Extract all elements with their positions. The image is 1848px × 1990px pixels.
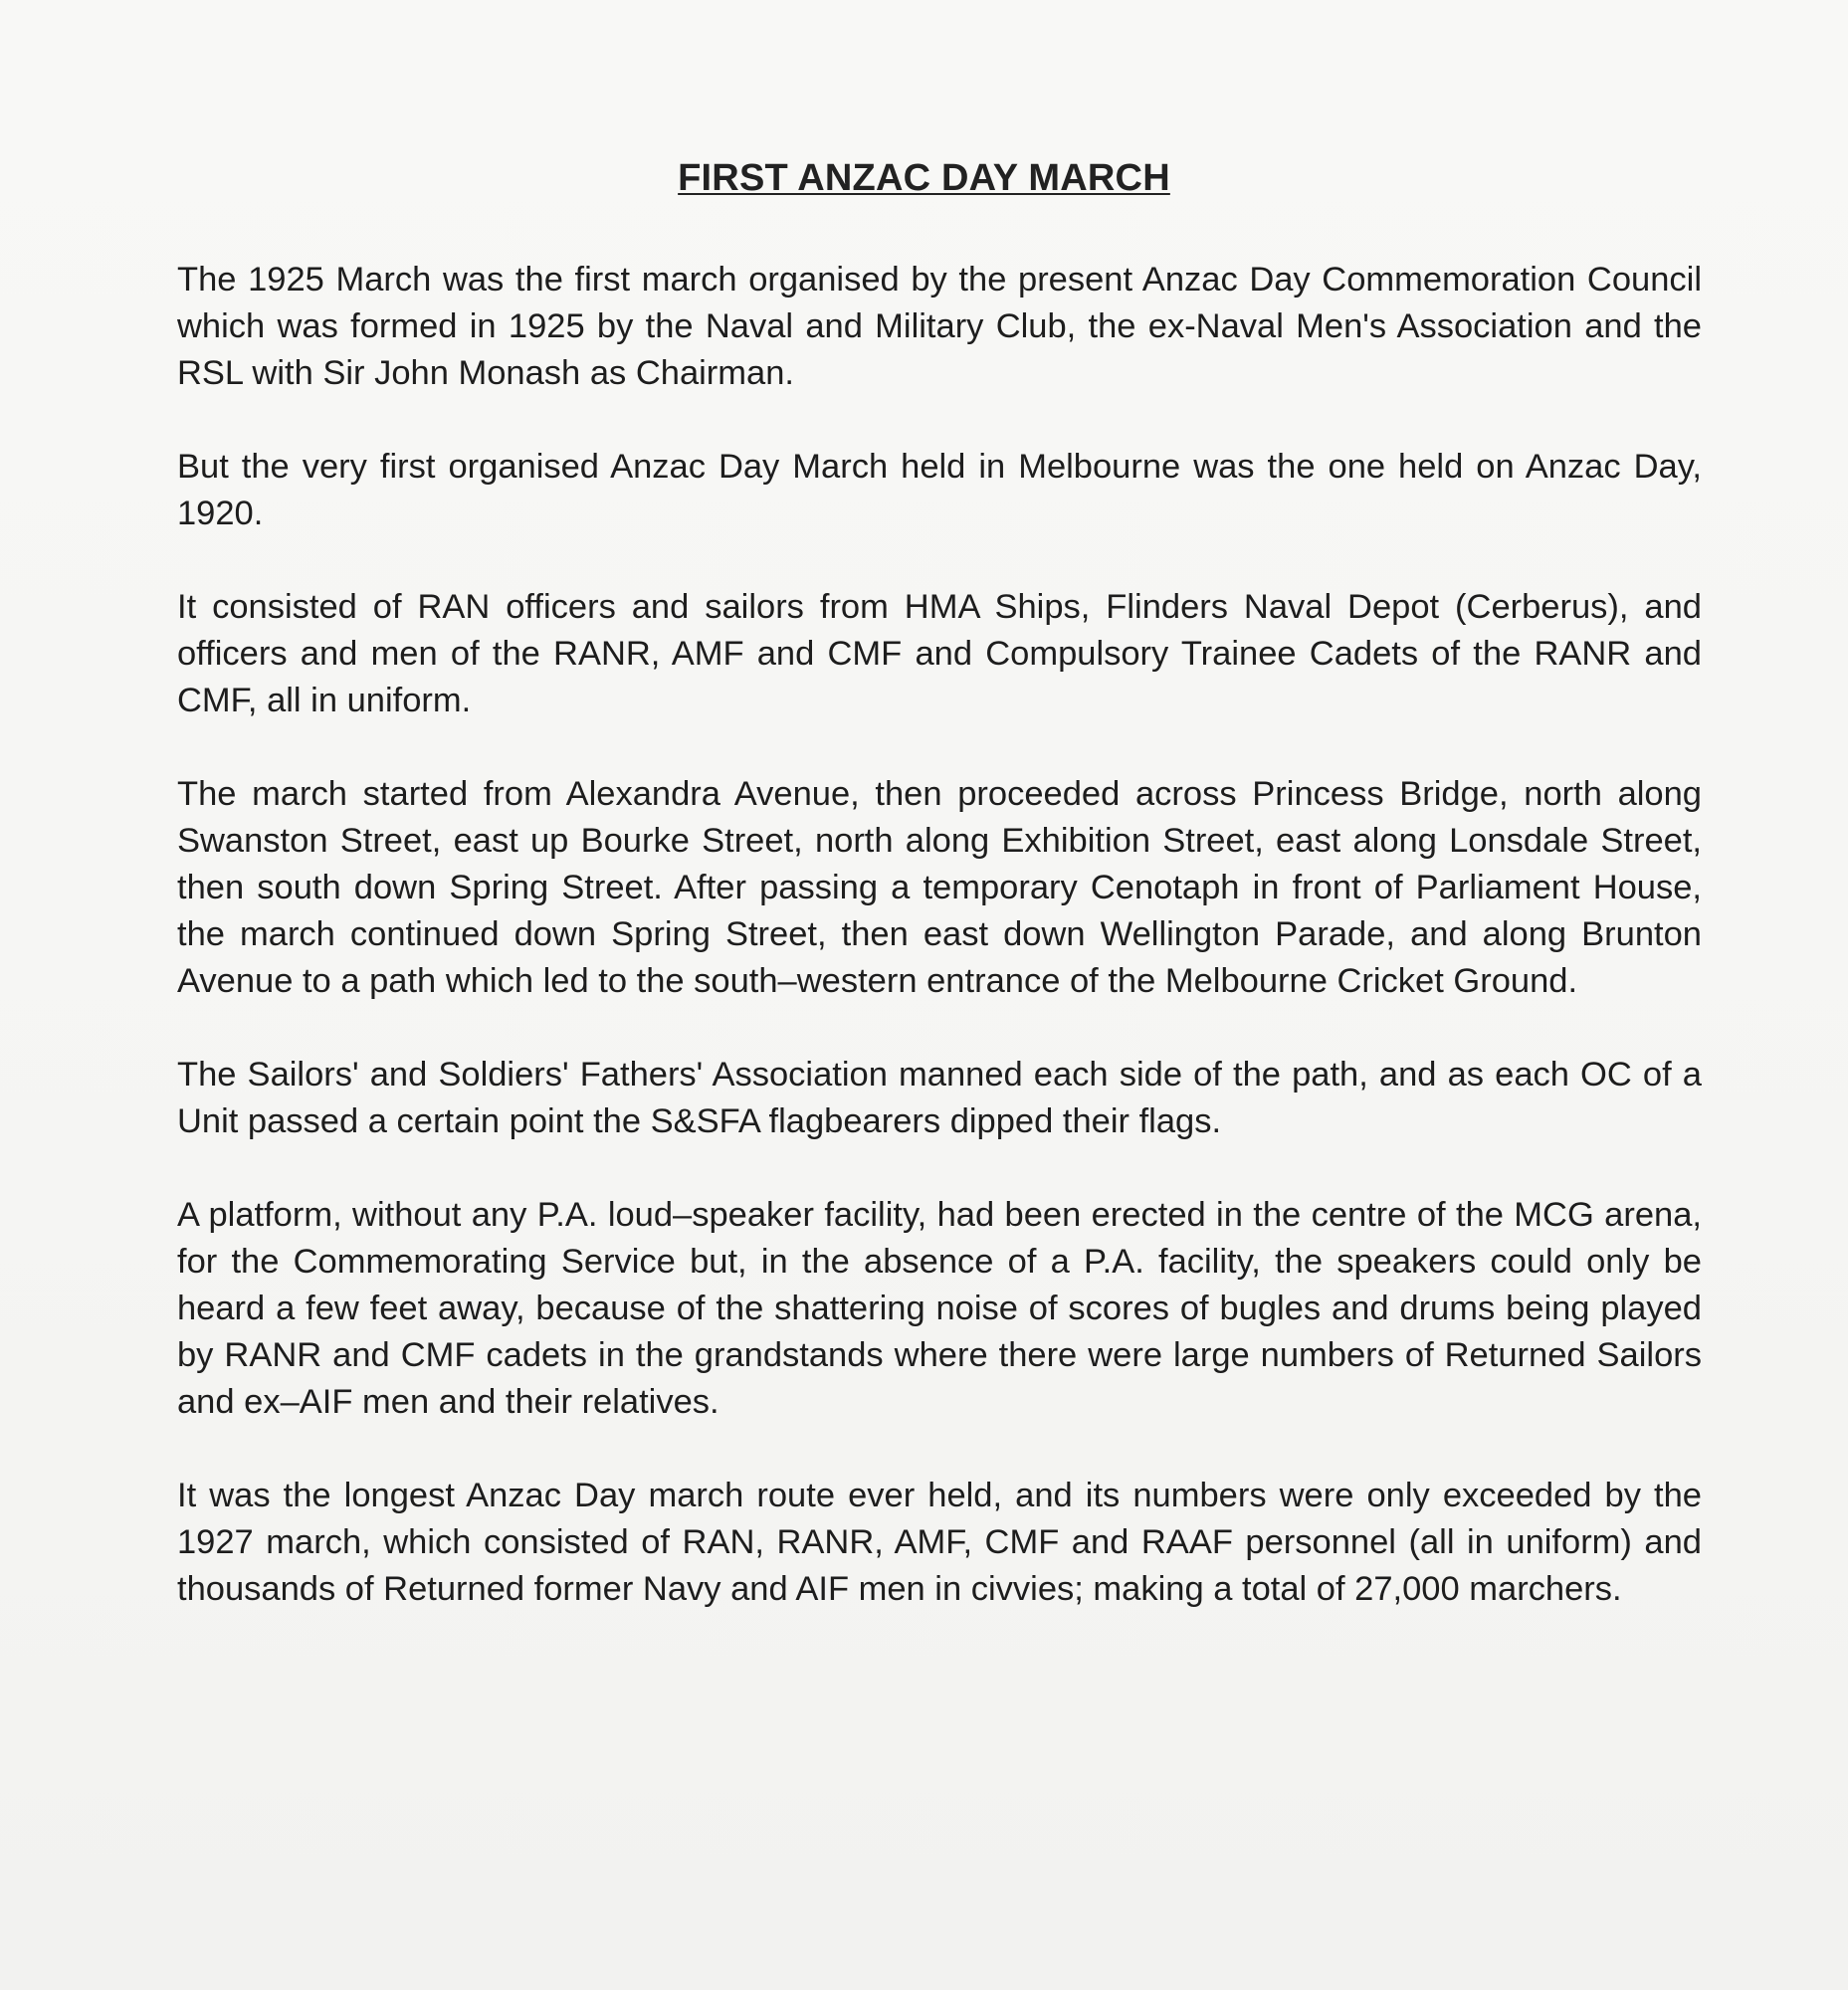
paragraph-march-route: The march started from Alexandra Avenue, then proceeded across Princess Bridge, north along Swanston Street, east up Bourke Street, north along Exhibition Street, east along Lonsdale Street, then south down Spring Street. After passing a temporary Cenotaph in front of Parliament House, the march continued down Spring Street, then east down Wellington Parade, and along Brunton Avenue to a path which led to the south–western entrance of the Melbourne Cricket Ground.: [177, 775, 1702, 1000]
paragraph-longest-march: It was the longest Anzac Day march route ever held, and its numbers were only exceeded by the 1927 march, which consisted of RAN, RANR, AMF, CMF and RAAF personnel (all in uniform) and thousands of Returned former Navy and AIF men in civvies; making a total of 27,000 marchers.: [177, 1477, 1702, 1608]
paragraph-participants: It consisted of RAN officers and sailors from HMA Ships, Flinders Naval Depot (Cerberus), and officers and men of the RANR, AMF and CMF and Compulsory Trainee Cadets of the RANR and CMF, all in uniform.: [177, 588, 1702, 719]
paragraph-platform-service: A platform, without any P.A. loud–speaker facility, had been erected in the centre of the MCG arena, for the Commemorating Service but, in the absence of a P.A. facility, the speakers could only be heard a few feet away, because of the shattering noise of scores of bugles and drums being played by RANR and CMF cadets in the grandstands where there were large numbers of Returned Sailors and ex–AIF men and their relatives.: [177, 1196, 1702, 1421]
paragraph-first-organised-march: But the very first organised Anzac Day March held in Melbourne was the one held on Anzac Day, 1920.: [177, 448, 1702, 532]
paragraph-fathers-association: The Sailors' and Soldiers' Fathers' Association manned each side of the path, and as each OC of a Unit passed a certain point the S&SFA flagbearers dipped their flags.: [177, 1056, 1702, 1140]
document-body: [177, 257, 1702, 1660]
paragraph-1925-march: The 1925 March was the first march organised by the present Anzac Day Commemoration Council which was formed in 1925 by the Naval and Military Club, the ex-Naval Men's Association and the RSL with Sir John Monash as Chairman.: [177, 261, 1702, 392]
document-title: FIRST ANZAC DAY MARCH: [678, 157, 1170, 199]
